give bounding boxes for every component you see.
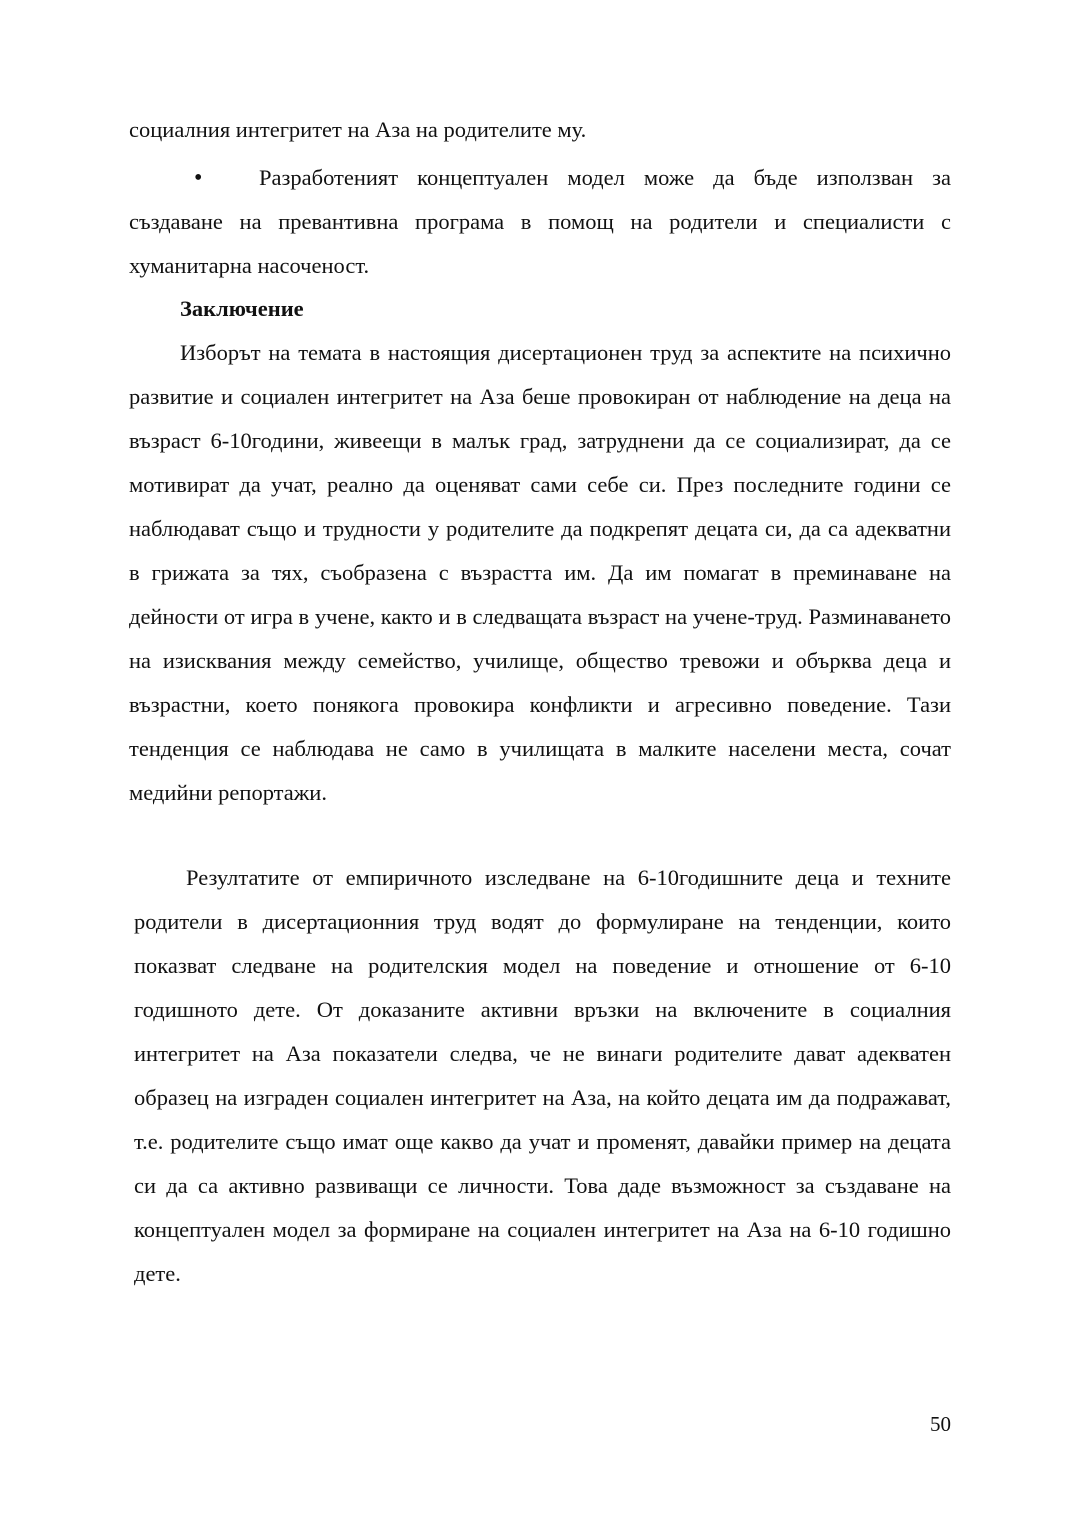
page-number: 50 — [930, 1412, 951, 1436]
body-paragraph: Изборът на темата в настоящия дисертационен труд за аспектите на психично развитие и социален интегритет на Аза беше провокиран от наблюдение на деца на възраст 6-10години, живеещи в малък град, затруднени да се социализират, да се мотивират да учат, реално да оценяват сами себе си. През последните години се наблюдават също и трудности у родителите да подкрепят децата си, да са адекватни в грижата за тях, съобразена с възрастта им. Да им помагат в преминаване на дейности от игра в учене, както и в следващата възраст на учене-труд. Разминаването на изисквания между семейство, училище, общество тревожи и обърква деца и възрастни, което понякога провокира конфликти и агресивно поведение. Тази тенденция се наблюдава не само в училищата в малките населени места, сочат медийни репортажи. — [129, 340, 951, 805]
bullet-text: Разработеният концептуален модел може да бъде използван за създаване на превантивна програма в помощ на родители и специалисти с хуманитарна насоченост. — [129, 165, 951, 278]
section-heading: Заключение — [180, 296, 304, 321]
bullet-item — [129, 156, 951, 288]
continuation-line: социалния интегритет на Аза на родителите му. — [129, 117, 587, 142]
bullet-icon: • — [194, 165, 203, 191]
body-paragraph: Резултатите от емпиричното изследване на 6-10годишните деца и техните родители в дисертационния труд водят до формулиране на тенденции, които показват следване на родителския модел на поведение и отношение от 6-10 годишното дете. От доказаните активни връзки на включените в социалния интегритет на Аза показатели следва, че не винаги родителите дават адекватен образец на изграден социален интегритет на Аза, на който децата им да подражават, т.е. родителите също имат още какво да учат и променят, давайки пример на децата си да са активно развиващи се личности. Това даде възможност за създаване на концептуален модел за формиране на социален интегритет на Аза на 6-10 годишно дете. — [134, 865, 951, 1286]
